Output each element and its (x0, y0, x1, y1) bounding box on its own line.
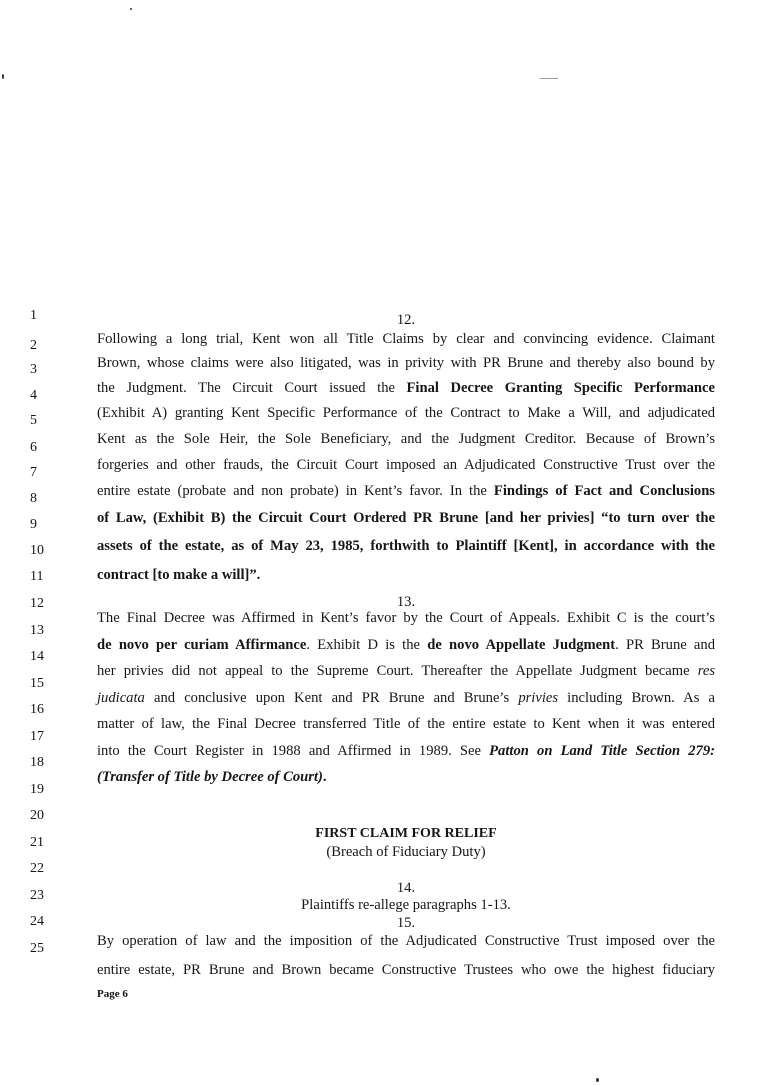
body-line (97, 690, 715, 706)
line-number: 12 (30, 596, 44, 611)
body-line (97, 483, 715, 499)
citation: (Transfer of Title by Decree of Court) (97, 769, 323, 785)
body-line: Brown, whose claims were also litigated, was in privity with PR Brune and thereby also bound by (97, 355, 715, 371)
line-number: 25 (30, 941, 44, 956)
line-number: 23 (30, 888, 44, 903)
line-number: 5 (30, 413, 37, 428)
line-number: 7 (30, 465, 37, 480)
body-text: into the Court Register in 1988 and Affirmed in 1989. See (97, 743, 490, 759)
line-number: 22 (30, 861, 44, 876)
body-line: By operation of law and the imposition of the Adjudicated Constructive Trust imposed over the (97, 933, 715, 949)
body-line (97, 663, 715, 679)
body-line (97, 380, 715, 396)
line-number: 9 (30, 517, 37, 532)
body-line: Plaintiffs re-allege paragraphs 1-13. (301, 897, 511, 913)
paragraph-number: 14. (396, 880, 416, 896)
document-title-bold: de novo Appellate Judgment (427, 637, 616, 653)
italic-term: judicata (97, 690, 145, 706)
body-line: The Final Decree was Affirmed in Kent’s favor by the Court of Appeals. Exhibit C is the court’s (97, 610, 715, 626)
body-text: entire estate (probate and non probate) in Kent’s favor. In the (97, 483, 494, 499)
line-number: 8 (30, 491, 37, 506)
italic-term: res (697, 663, 715, 679)
body-line-bold: assets of the estate, as of May 23, 1985, forthwith to Plaintiff [Kent], in accordance with the (97, 538, 715, 554)
line-number: 19 (30, 782, 44, 797)
body-text: including Brown. As a (558, 690, 715, 706)
line-number: 6 (30, 440, 37, 455)
body-text: . (322, 769, 327, 785)
line-number: 14 (30, 649, 44, 664)
paragraph-number: 13. (396, 594, 416, 610)
line-number: 13 (30, 623, 44, 638)
italic-term: privies (518, 690, 559, 706)
body-line (97, 637, 715, 653)
line-number: 3 (30, 362, 37, 377)
body-line: forgeries and other frauds, the Circuit Court imposed an Adjudicated Constructive Trust over the (97, 457, 715, 473)
paragraph-number: 15. (396, 915, 416, 931)
scan-speck (596, 1078, 599, 1082)
body-line-bold: of Law, (Exhibit B) the Circuit Court Ordered PR Brune [and her privies] “to turn over the (97, 510, 715, 526)
document-title-bold: Final Decree Granting Specific Performance (406, 380, 715, 396)
body-line: Following a long trial, Kent won all Title Claims by clear and convincing evidence. Claimant (97, 331, 715, 347)
line-number: 2 (30, 338, 37, 353)
body-text: the Judgment. The Circuit Court issued the (97, 380, 407, 396)
scan-speck (2, 74, 4, 79)
line-number: 16 (30, 702, 44, 717)
body-line (97, 769, 715, 785)
paragraph-number: 12. (396, 312, 416, 328)
line-number: 11 (30, 569, 44, 584)
body-text: her privies did not appeal to the Supreme Court. Thereafter the Appellate Judgment became (97, 663, 698, 679)
line-number: 21 (30, 835, 44, 850)
body-text: and conclusive upon Kent and PR Brune and Brune’s (144, 690, 519, 706)
line-number: 15 (30, 676, 44, 691)
claim-subheading: (Breach of Fiduciary Duty) (326, 844, 486, 860)
body-text: . Exhibit D is the (306, 637, 428, 653)
body-text: . PR Brune and (615, 637, 716, 653)
body-line: Kent as the Sole Heir, the Sole Beneficiary, and the Judgment Creditor. Because of Brown’s (97, 431, 715, 447)
line-number: 24 (30, 914, 44, 929)
scan-speck (540, 78, 558, 79)
document-title-bold: de novo per curiam Affirmance (97, 637, 307, 653)
body-line: (Exhibit A) granting Kent Specific Performance of the Contract to Make a Will, and adjudicated (97, 405, 715, 421)
line-number: 17 (30, 729, 44, 744)
scan-speck (130, 8, 132, 10)
page-number: Page 6 (97, 988, 128, 1000)
body-line: entire estate, PR Brune and Brown became Constructive Trustees who owe the highest fiduciary (97, 962, 715, 978)
line-number: 4 (30, 388, 37, 403)
line-number: 20 (30, 808, 44, 823)
claim-heading: FIRST CLAIM FOR RELIEF (315, 826, 497, 841)
line-number: 10 (30, 543, 44, 558)
body-line (97, 743, 715, 759)
document-title-bold: Findings of Fact and Conclusions (493, 483, 715, 499)
body-line: matter of law, the Final Decree transferred Title of the entire estate to Kent when it was entered (97, 716, 715, 732)
line-number: 1 (30, 308, 37, 323)
citation: Patton on Land Title Section 279: (489, 743, 716, 759)
body-line-bold: contract [to make a will]”. (97, 567, 261, 583)
line-number: 18 (30, 755, 44, 770)
